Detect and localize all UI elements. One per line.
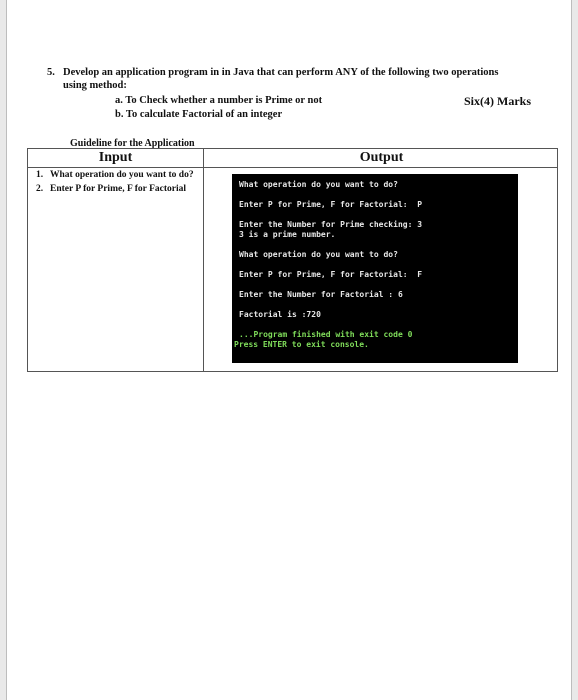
input-item-number: 2.	[36, 184, 44, 194]
guideline-title: Guideline for the Application	[70, 138, 195, 149]
document-page	[6, 0, 572, 700]
table-header-row	[28, 149, 557, 168]
input-item-text: What operation do you want to do?	[50, 170, 194, 180]
console-line: Enter the Number for Prime checking: 3	[239, 220, 423, 229]
console-line: What operation do you want to do?	[239, 250, 398, 259]
console-line: Factorial is :720	[239, 310, 321, 319]
console-line: Enter the Number for Factorial : 6	[239, 290, 403, 299]
option-b-label: b.	[115, 109, 124, 120]
option-a	[115, 95, 322, 106]
input-item-number: 1.	[36, 170, 44, 180]
console-status-line: Press ENTER to exit console.	[234, 340, 369, 349]
input-header: Input	[98, 150, 133, 165]
question-text-line1: Develop an application program in in Java that can perform ANY of the following two operations	[63, 67, 499, 78]
marks-label: Six(4) Marks	[464, 94, 531, 108]
console-line: Enter P for Prime, F for Factorial: F	[239, 270, 423, 279]
question-heading	[47, 66, 547, 92]
question-number: 5.	[47, 67, 55, 78]
output-header: Output	[359, 150, 404, 165]
console-line: 3 is a prime number.	[239, 230, 336, 239]
question-text-line2: using method:	[63, 80, 127, 91]
list-item	[36, 170, 201, 181]
input-item-text: Enter P for Prime, F for Factorial	[50, 184, 187, 194]
console-status-line: ...Program finished with exit code 0	[239, 330, 413, 339]
console-line: What operation do you want to do?	[239, 180, 398, 189]
option-a-label: a.	[115, 95, 123, 106]
option-b	[115, 109, 282, 120]
list-item	[36, 184, 201, 195]
option-b-text: To calculate Factorial of an integer	[125, 109, 283, 120]
column-divider	[203, 149, 204, 371]
console-output	[232, 174, 518, 363]
input-list	[36, 170, 201, 198]
console-line: Enter P for Prime, F for Factorial: P	[239, 200, 423, 209]
option-a-text: To Check whether a number is Prime or not	[125, 95, 323, 106]
